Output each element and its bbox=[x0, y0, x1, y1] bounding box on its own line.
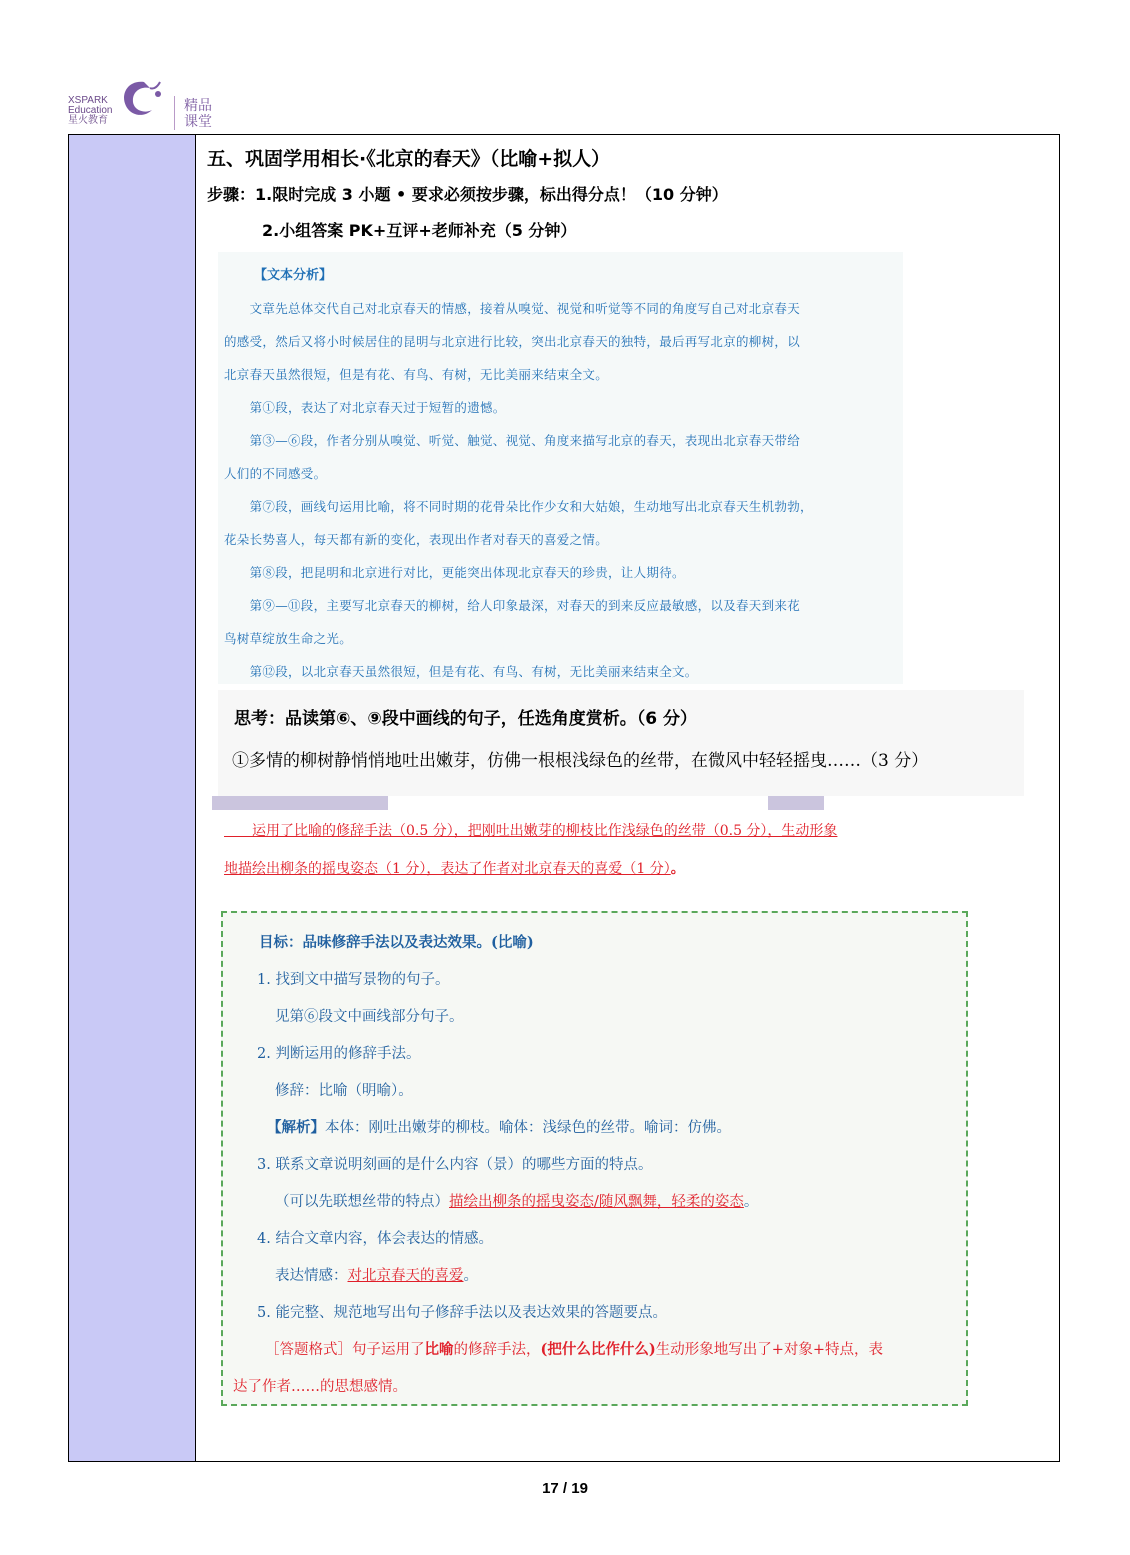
format-d: (把什么比作什么) bbox=[540, 1341, 656, 1358]
brand-line-chinese: 星火教育 bbox=[68, 115, 108, 126]
tagline-line-1: 精品 bbox=[184, 98, 212, 114]
format-c: 的修辞手法， bbox=[453, 1342, 541, 1358]
answer-format-line-2: 达了作者……的思想感情。 bbox=[233, 1379, 407, 1395]
analysis-line: 第⑧段，把昆明和北京进行对比，更能突出体现北京春天的珍贵，让人期待。 bbox=[224, 565, 685, 580]
spark-logo-icon bbox=[114, 78, 164, 124]
goal-step-2-answer: 修辞：比喻（明喻）。 bbox=[275, 1083, 413, 1099]
format-b: 比喻 bbox=[424, 1341, 454, 1358]
step-4-key: 对北京春天的喜爱 bbox=[347, 1268, 464, 1284]
goal-step-4-answer bbox=[275, 1264, 478, 1285]
analysis-line: 第③—⑥段，作者分别从嗅觉、听觉、触觉、视觉、角度来描写北京的春天，表现出北京春天带给 bbox=[224, 433, 801, 448]
step-3-hint: （可以先联想丝带的特点） bbox=[275, 1194, 449, 1210]
step-4-label: 表达情感： bbox=[275, 1268, 348, 1284]
step-4-end: 。 bbox=[463, 1268, 478, 1284]
goal-step-5: 5. 能完整、规范地写出句子修辞手法以及表达效果的答题要点。 bbox=[257, 1305, 667, 1321]
goal-step-1: 1. 找到文中描写景物的句子。 bbox=[257, 972, 450, 988]
text-analysis-panel bbox=[218, 252, 903, 684]
step-2: 2.小组答案 PK+互评+老师补充（5 分钟） bbox=[262, 221, 577, 240]
tagline bbox=[184, 98, 212, 130]
format-a: ［答题格式］句子运用了 bbox=[265, 1342, 425, 1358]
question-panel bbox=[218, 690, 1024, 796]
step-1: 步骤：1.限时完成 3 小题 • 要求必须按步骤，标出得分点！（10 分钟） bbox=[207, 185, 728, 204]
goal-box bbox=[221, 911, 968, 1406]
analysis-text: 本体：刚吐出嫩芽的柳枝。喻体：浅绿色的丝带。喻词：仿佛。 bbox=[325, 1120, 731, 1136]
header-logo bbox=[68, 78, 228, 134]
answer-text-2: 地描绘出柳条的摇曳姿态（1 分），表达了作者对北京春天的喜爱（1 分） bbox=[224, 861, 671, 877]
analysis-line: 文章先总体交代自己对北京春天的情感，接着从嗅觉、视觉和听觉等不同的角度写自己对北京春天 bbox=[224, 301, 801, 316]
tagline-line-2: 课堂 bbox=[184, 114, 212, 130]
answer-line-2 bbox=[224, 850, 984, 888]
goal-step-1-answer: 见第⑥段文中画线部分句子。 bbox=[275, 1009, 464, 1025]
question-prompt: 思考：品读第⑥、⑨段中画线的句子，任选角度赏析。（6 分） bbox=[234, 709, 698, 729]
question-sentence: ①多情的柳树静悄悄地吐出嫩芽，仿佛一根根浅绿色的丝带，在微风中轻轻摇曳……（3 分） bbox=[232, 751, 929, 771]
goal-step-3: 3. 联系文章说明刻画的是什么内容（景）的哪些方面的特点。 bbox=[257, 1157, 653, 1173]
analysis-tag: 【解析】 bbox=[267, 1119, 325, 1136]
step-3-key: 描绘出柳条的摇曳姿态/随风飘舞，轻柔的姿态 bbox=[449, 1194, 744, 1210]
brand-line-xspark: XSPARK bbox=[68, 95, 108, 106]
goal-step-3-answer bbox=[275, 1190, 758, 1211]
analysis-line: 鸟树草绽放生命之光。 bbox=[224, 631, 353, 646]
analysis-title: 【文本分析】 bbox=[254, 268, 333, 283]
analysis-line: 的感受，然后又将小时候居住的昆明与北京进行比较，突出北京春天的独特，最后再写北京的柳树，以 bbox=[224, 334, 801, 349]
answer-end: 。 bbox=[670, 861, 685, 877]
analysis-line: 第⑫段，以北京春天虽然很短，但是有花、有鸟、有树，无比美丽来结束全文。 bbox=[224, 664, 698, 679]
step-3-end: 。 bbox=[743, 1194, 759, 1210]
goal-step-4: 4. 结合文章内容，体会表达的情感。 bbox=[257, 1231, 493, 1247]
side-column bbox=[69, 135, 196, 1461]
analysis-line: 第⑦段，画线句运用比喻，将不同时期的花骨朵比作少女和大姑娘，生动地写出北京春天生机勃勃， bbox=[224, 499, 813, 514]
analysis-line: 第①段，表达了对北京春天过于短暂的遗憾。 bbox=[224, 400, 506, 415]
goal-title: 目标：品味修辞手法以及表达效果。(比喻) bbox=[259, 934, 534, 951]
answer-text-1: 运用了比喻的修辞手法（0.5 分），把刚吐出嫩芽的柳枝比作浅绿色的丝带（0.5 分），生动形象 bbox=[224, 823, 838, 839]
analysis-line: 花朵长势喜人，每天都有新的变化，表现出作者对春天的喜爱之情。 bbox=[224, 532, 609, 547]
decorative-stripe bbox=[212, 796, 388, 810]
analysis-line: 北京春天虽然很短，但是有花、有鸟、有树，无比美丽来结束全文。 bbox=[224, 367, 609, 382]
analysis-line: 人们的不同感受。 bbox=[224, 466, 327, 481]
logo-divider bbox=[174, 96, 175, 130]
goal-step-2: 2. 判断运用的修辞手法。 bbox=[257, 1046, 421, 1062]
analysis-line: 第⑨—⑪段，主要写北京春天的柳树，给人印象最深，对春天的到来反应最敏感，以及春天到来花 bbox=[224, 598, 801, 613]
answer-line-1 bbox=[224, 812, 984, 850]
page-number: 17 / 19 bbox=[542, 1480, 588, 1497]
answer-format-line-1 bbox=[265, 1338, 883, 1359]
section-title: 五、巩固学用相长·《北京的春天》（比喻+拟人） bbox=[207, 148, 611, 170]
brand-text bbox=[68, 96, 112, 126]
decorative-stripe bbox=[768, 796, 824, 810]
goal-analysis bbox=[267, 1116, 731, 1137]
brand-line-education: Education bbox=[68, 105, 113, 116]
format-e: 生动形象地写出了+对象+特点，表 bbox=[655, 1342, 884, 1358]
